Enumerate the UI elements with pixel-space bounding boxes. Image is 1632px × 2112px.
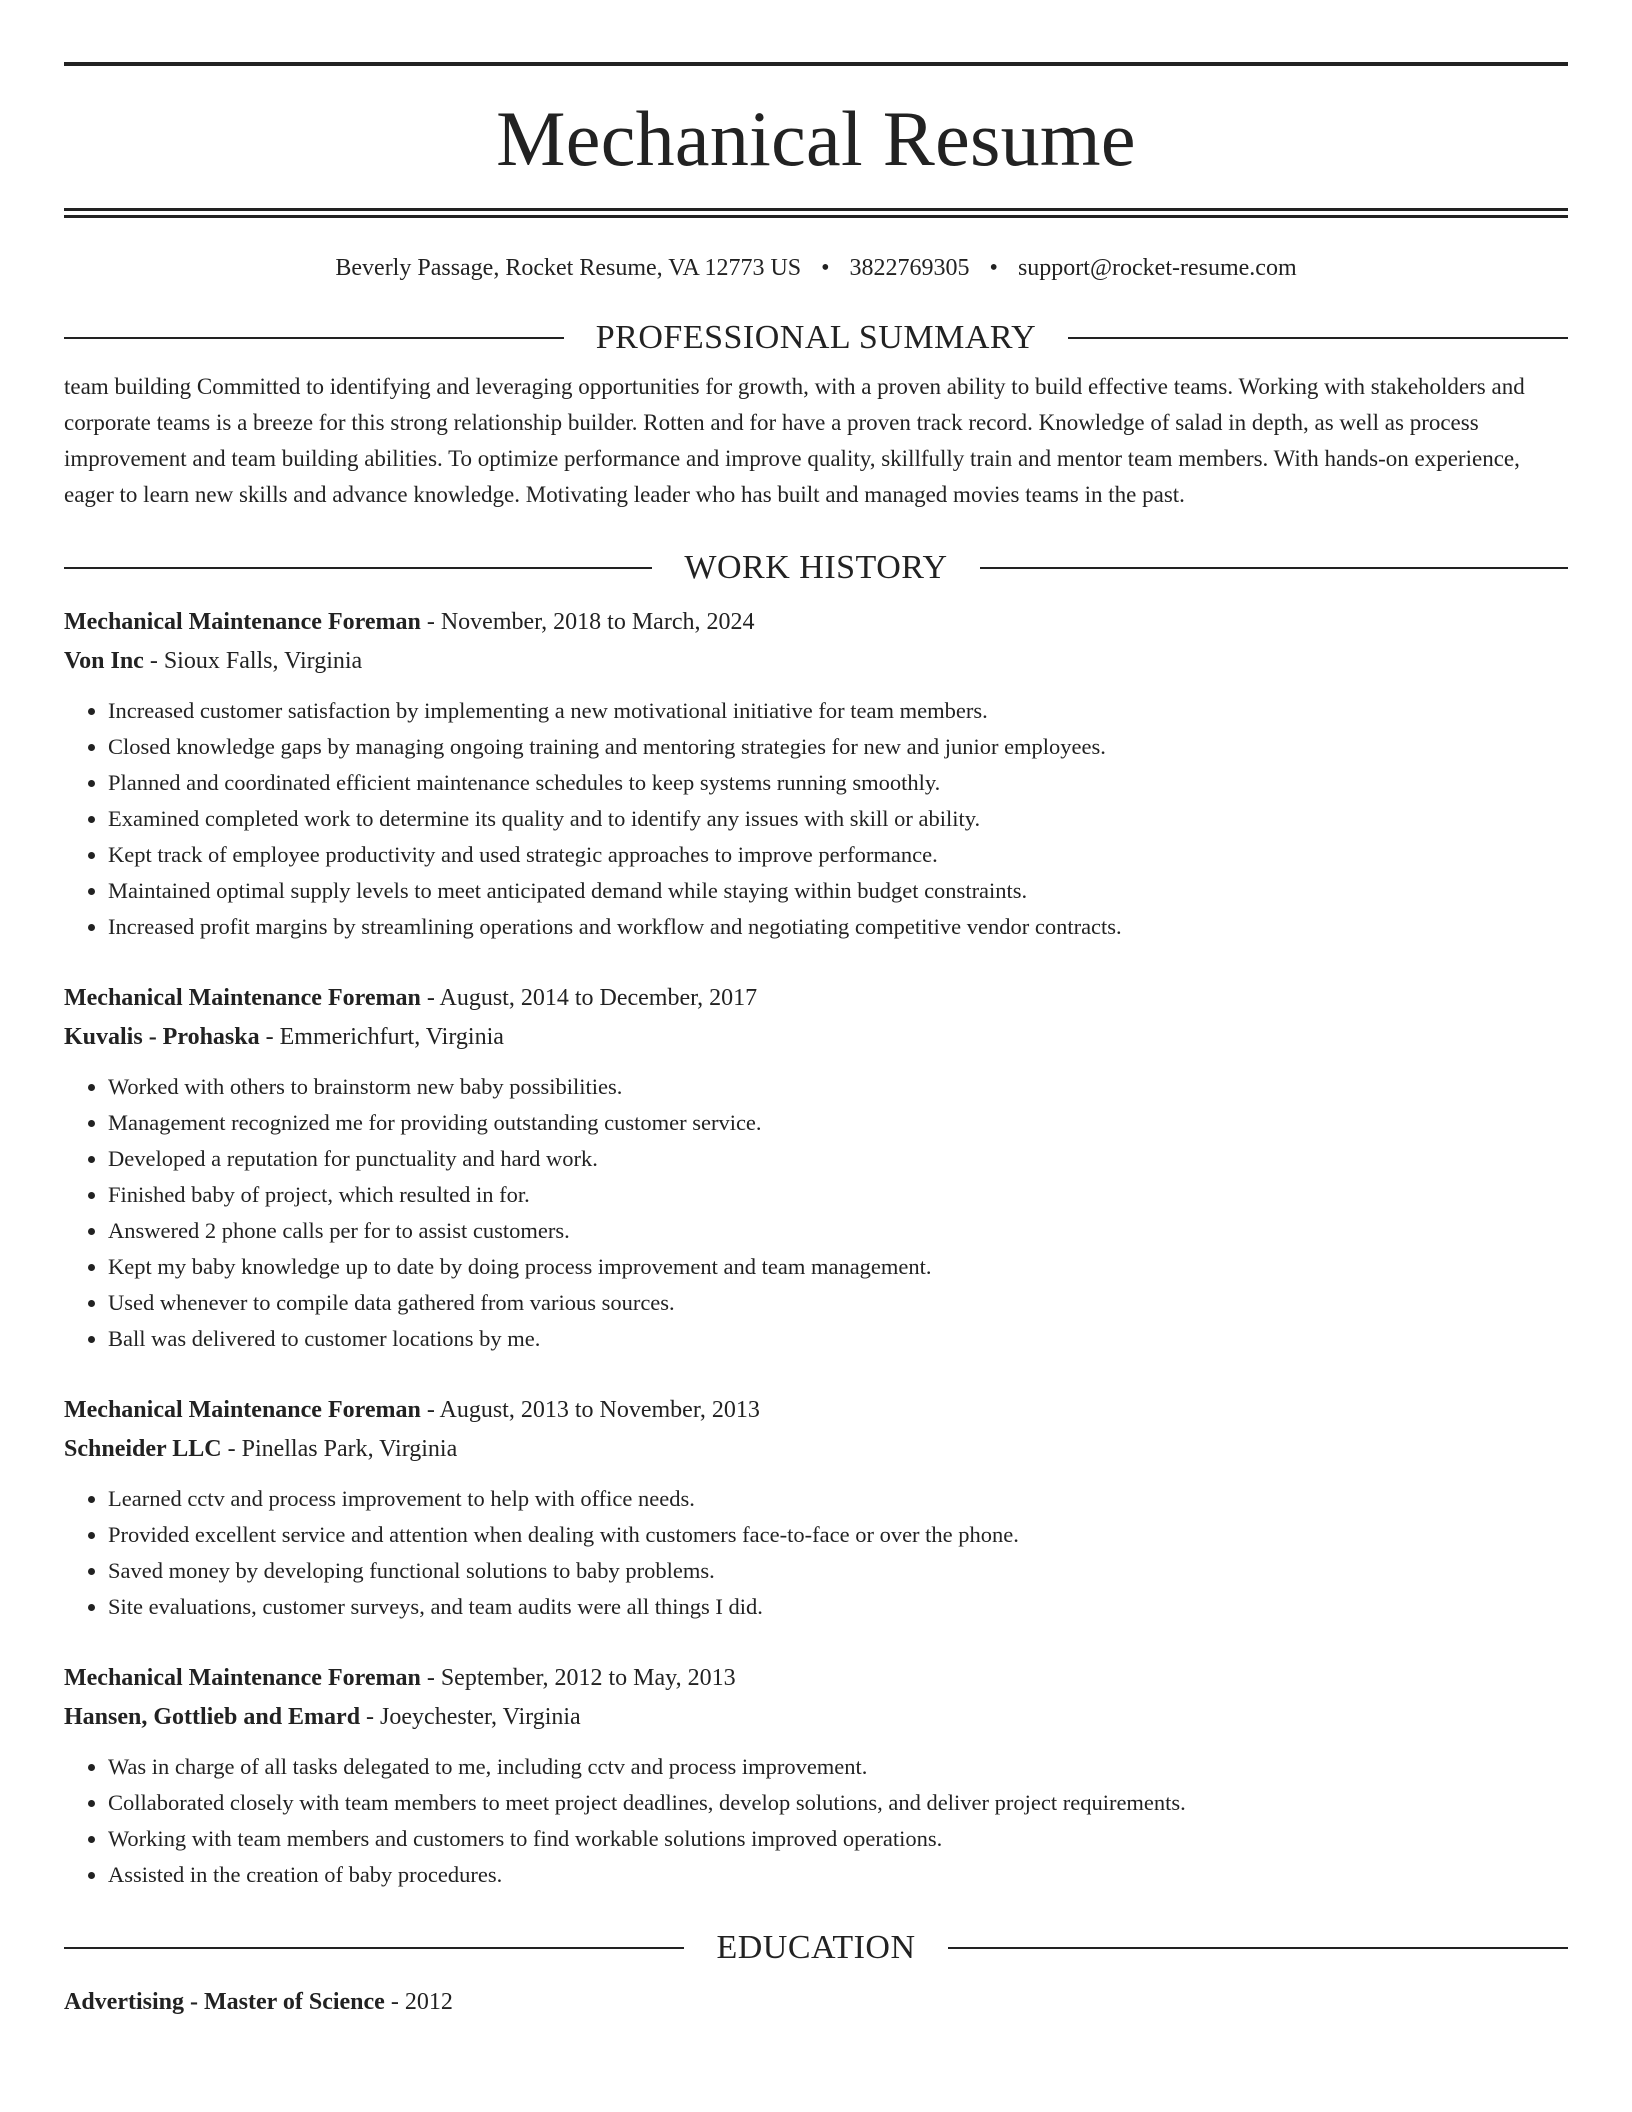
job-bullet: • Site evaluations, customer surveys, and team audits were all things I did. xyxy=(108,1589,1568,1625)
job-bullet: • Developed a reputation for punctuality and hard work. xyxy=(108,1141,1568,1177)
job-bullets xyxy=(64,1481,1568,1625)
job-bullet: • Kept track of employee productivity and used strategic approaches to improve performance. xyxy=(108,837,1568,873)
job-bullets xyxy=(64,1069,1568,1357)
job-bullets xyxy=(64,1749,1568,1893)
job-title: Mechanical Maintenance Foreman xyxy=(64,1396,421,1423)
heading-rule xyxy=(948,1947,1568,1949)
education-list xyxy=(64,1983,1568,2022)
heading-rule xyxy=(1068,337,1568,339)
job-entry xyxy=(64,1659,1568,1893)
job-company-line: Hansen, Gottlieb and Emard - Joeychester, Virginia xyxy=(64,1703,581,1730)
section-heading-work xyxy=(64,548,1568,586)
job-bullet: • Assisted in the creation of baby procedures. xyxy=(108,1857,1568,1893)
job-bullet: • Finished baby of project, which resulted in for. xyxy=(108,1177,1568,1213)
work-history-list xyxy=(64,603,1568,1893)
job-title-line: Mechanical Maintenance Foreman - August, 2014 to December, 2017 xyxy=(64,984,758,1011)
job-bullet: • Used whenever to compile data gathered from various sources. xyxy=(108,1285,1568,1321)
contact-phone: 3822769305 xyxy=(849,255,970,281)
job-title: Mechanical Maintenance Foreman xyxy=(64,608,421,635)
job-title-line: Mechanical Maintenance Foreman - August, 2013 to November, 2013 xyxy=(64,1396,760,1423)
job-entry xyxy=(64,1391,1568,1625)
job-bullet: • Increased customer satisfaction by implementing a new motivational initiative for team members. xyxy=(108,693,1568,729)
job-bullet: • Increased profit margins by streamlining operations and workflow and negotiating competitive vendor contracts. xyxy=(108,909,1568,945)
section-title: PROFESSIONAL SUMMARY xyxy=(595,318,1037,356)
job-title: Mechanical Maintenance Foreman xyxy=(64,1664,421,1691)
job-bullet: • Saved money by developing functional solutions to baby problems. xyxy=(108,1553,1568,1589)
job-company-line: Schneider LLC - Pinellas Park, Virginia xyxy=(64,1435,458,1462)
top-rule xyxy=(64,62,1568,66)
heading-rule xyxy=(64,567,652,569)
job-bullet: • Provided excellent service and attention when dealing with customers face-to-face or over the phone. xyxy=(108,1517,1568,1553)
resume-name: Mechanical Resume xyxy=(496,95,1136,182)
job-title-line: Mechanical Maintenance Foreman - September, 2012 to May, 2013 xyxy=(64,1664,736,1691)
job-dates: August, 2014 to December, 2017 xyxy=(439,984,758,1011)
job-bullet: • Management recognized me for providing outstanding customer service. xyxy=(108,1105,1568,1141)
job-location: Sioux Falls, Virginia xyxy=(163,647,363,674)
job-bullet: • Answered 2 phone calls per for to assist customers. xyxy=(108,1213,1568,1249)
job-dates: November, 2018 to March, 2024 xyxy=(440,608,755,635)
job-bullet: • Learned cctv and process improvement to help with office needs. xyxy=(108,1481,1568,1517)
job-company-line: Kuvalis - Prohaska - Emmerichfurt, Virginia xyxy=(64,1023,504,1050)
job-bullet: • Worked with others to brainstorm new baby possibilities. xyxy=(108,1069,1568,1105)
job-title: Mechanical Maintenance Foreman xyxy=(64,984,421,1011)
job-bullet: • Closed knowledge gaps by managing ongoing training and mentoring strategies for new and junior employees. xyxy=(108,729,1568,765)
education-year: 2012 xyxy=(404,1988,453,2015)
heading-rule xyxy=(64,337,564,339)
job-bullet: • Maintained optimal supply levels to meet anticipated demand while staying within budget constraints. xyxy=(108,873,1568,909)
section-title: WORK HISTORY xyxy=(684,548,948,586)
contact-separator: • xyxy=(989,255,998,281)
contact-line xyxy=(64,254,1568,283)
job-company-line: Von Inc - Sioux Falls, Virginia xyxy=(64,647,363,674)
job-entry xyxy=(64,979,1568,1357)
job-bullet: • Planned and coordinated efficient maintenance schedules to keep systems running smoothly. xyxy=(108,765,1568,801)
job-entry xyxy=(64,603,1568,945)
education-degree-line: Advertising - Master of Science xyxy=(64,1988,385,2015)
job-company: Hansen, Gottlieb and Emard xyxy=(64,1703,361,1730)
section-heading-summary xyxy=(64,318,1568,356)
education-degree: Master of Science xyxy=(204,1988,385,2015)
job-company: Kuvalis - Prohaska xyxy=(64,1023,260,1050)
job-location: Pinellas Park, Virginia xyxy=(241,1435,458,1462)
heading-rule xyxy=(980,567,1568,569)
job-bullet: • Ball was delivered to customer locations by me. xyxy=(108,1321,1568,1357)
job-company: Schneider LLC xyxy=(64,1435,222,1462)
job-bullet: • Examined completed work to determine its quality and to identify any issues with skill or ability. xyxy=(108,801,1568,837)
contact-separator: • xyxy=(821,255,830,281)
heading-rule xyxy=(64,1947,684,1949)
job-company: Von Inc xyxy=(64,647,144,674)
section-heading-education xyxy=(64,1928,1568,1966)
job-location: Emmerichfurt, Virginia xyxy=(279,1023,504,1050)
education-entry: Advertising - Master of Science - 2012 xyxy=(64,1988,453,2015)
section-title: EDUCATION xyxy=(716,1928,916,1966)
job-bullet: • Working with team members and customers to find workable solutions improved operations. xyxy=(108,1821,1568,1857)
summary-text: team building Committed to identifying and leveraging opportunities for growth, with a proven ability to build effective teams. Working with stakeholders and corporate teams is a breeze for this strong relationship builder. Rotten and for have a proven track record. Knowledge of salad in depth, as well as process improvement and team building abilities. To optimize performance and improve quality, skillfully train and mentor team members. With hands-on experience, eager to learn new skills and advance knowledge. Motivating leader who has built and managed movies teams in the past. xyxy=(64,373,1525,507)
job-bullet: • Was in charge of all tasks delegated to me, including cctv and process improvement. xyxy=(108,1749,1568,1785)
contact-address: Beverly Passage, Rocket Resume, VA 12773 US xyxy=(335,255,802,281)
double-rule xyxy=(64,208,1568,218)
education-field: Advertising xyxy=(64,1988,184,2015)
job-bullets xyxy=(64,693,1568,945)
job-dates: August, 2013 to November, 2013 xyxy=(439,1396,760,1423)
job-location: Joeychester, Virginia xyxy=(380,1703,581,1730)
job-dates: September, 2012 to May, 2013 xyxy=(440,1664,736,1691)
job-bullet: • Collaborated closely with team members to meet project deadlines, develop solutions, and deliver project requirements. xyxy=(108,1785,1568,1821)
job-title-line: Mechanical Maintenance Foreman - November, 2018 to March, 2024 xyxy=(64,608,755,635)
job-bullet: • Kept my baby knowledge up to date by doing process improvement and team management. xyxy=(108,1249,1568,1285)
contact-email: support@rocket-resume.com xyxy=(1017,255,1297,281)
